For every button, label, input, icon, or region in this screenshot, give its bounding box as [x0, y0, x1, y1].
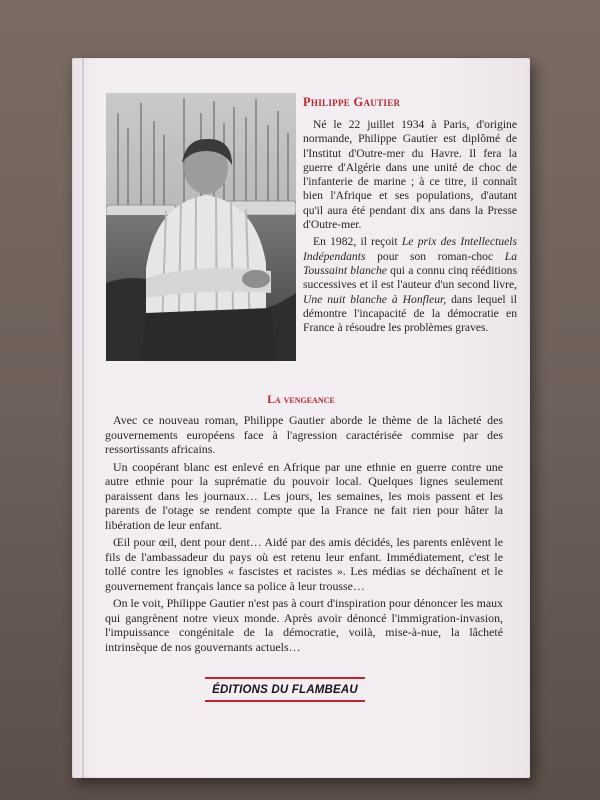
synopsis — [105, 413, 503, 657]
publisher-logo — [205, 677, 365, 702]
publisher-rule-bottom — [205, 700, 365, 702]
synopsis-paragraph: Un coopérant blanc est enlevé en Afrique par une ethnie en guerre contre une autre ethnie pour la suprématie du pouvoir local. Quelques lignes seulement paraissent dans les journaux… Les jours, les semaines, les mois passent et les parents de l'otage se rendent compte que la France ne fait rien pour hâter la libération de leur enfant. — [105, 459, 503, 532]
harbor-scene-image — [106, 93, 296, 361]
bio-paragraph-1: Né le 22 juillet 1934 à Paris, d'origine normande, Philippe Gautier est diplômé de l'Institut d'Outre-mer du Havre. Il fera la guerre d'Algérie dans une unité de choc de l'infanterie de marine ; à ce titre, il connaît bien l'Afrique et ses populations, d'autant qu'il aura été pendant dix ans dans la Presse d'Outre-mer. — [303, 118, 517, 232]
author-name: Philippe Gautier — [303, 95, 401, 109]
author-bio — [303, 118, 517, 335]
novel-title: La Toussaint blanche — [303, 249, 517, 277]
synopsis-paragraph: Avec ce nouveau roman, Philippe Gautier aborde le thème de la lâcheté des gouvernements européens face à l'agression caractérisée commise par des ressortissants africains. — [105, 413, 503, 456]
prize-title: Le prix des Intellectuels Indépendants — [303, 235, 517, 263]
bio-text: En 1982, il reçoit — [313, 235, 402, 249]
synopsis-paragraph: Œil pour œil, dent pour dent… Aidé par des amis décidés, les parents enlèvent le fils de l'ambassadeur du pays où est retenu leur enfant. Immédiatement, c'est le tollé contre les ignobles « fascistes et racistes ». Les médias se déchaînent et le gouvernement français lance sa police à leur trousse… — [105, 535, 503, 593]
bio-text: dans lequel il démontre l'incapacité de la démocratie en France à résoudre les problèmes graves. — [303, 292, 517, 335]
bio-paragraph-2 — [303, 235, 517, 335]
synopsis-paragraph: On le voit, Philippe Gautier n'est pas à court d'inspiration pour dénoncer les maux qui gangrènent notre vieux monde. Après avoir dénoncé l'immigration-invasion, l'impuissance congénitale de la démocratie, voilà, mise-à-nue, la lâcheté intrinsèque de nos gouvernants actuels… — [105, 596, 503, 654]
bio-text: pour son roman-choc — [365, 249, 505, 263]
book-title: La vengeance — [267, 394, 335, 406]
author-photo — [106, 93, 296, 361]
novel-title: Une nuit blanche à Honfleur, — [303, 292, 447, 306]
publisher-name: ÉDITIONS DU FLAMBEAU — [212, 684, 358, 696]
book-back-cover — [72, 58, 530, 778]
bio-text: qui a connu cinq rééditions successives et il est l'auteur d'un second livre, — [303, 263, 517, 292]
spine-hinge — [82, 58, 84, 778]
